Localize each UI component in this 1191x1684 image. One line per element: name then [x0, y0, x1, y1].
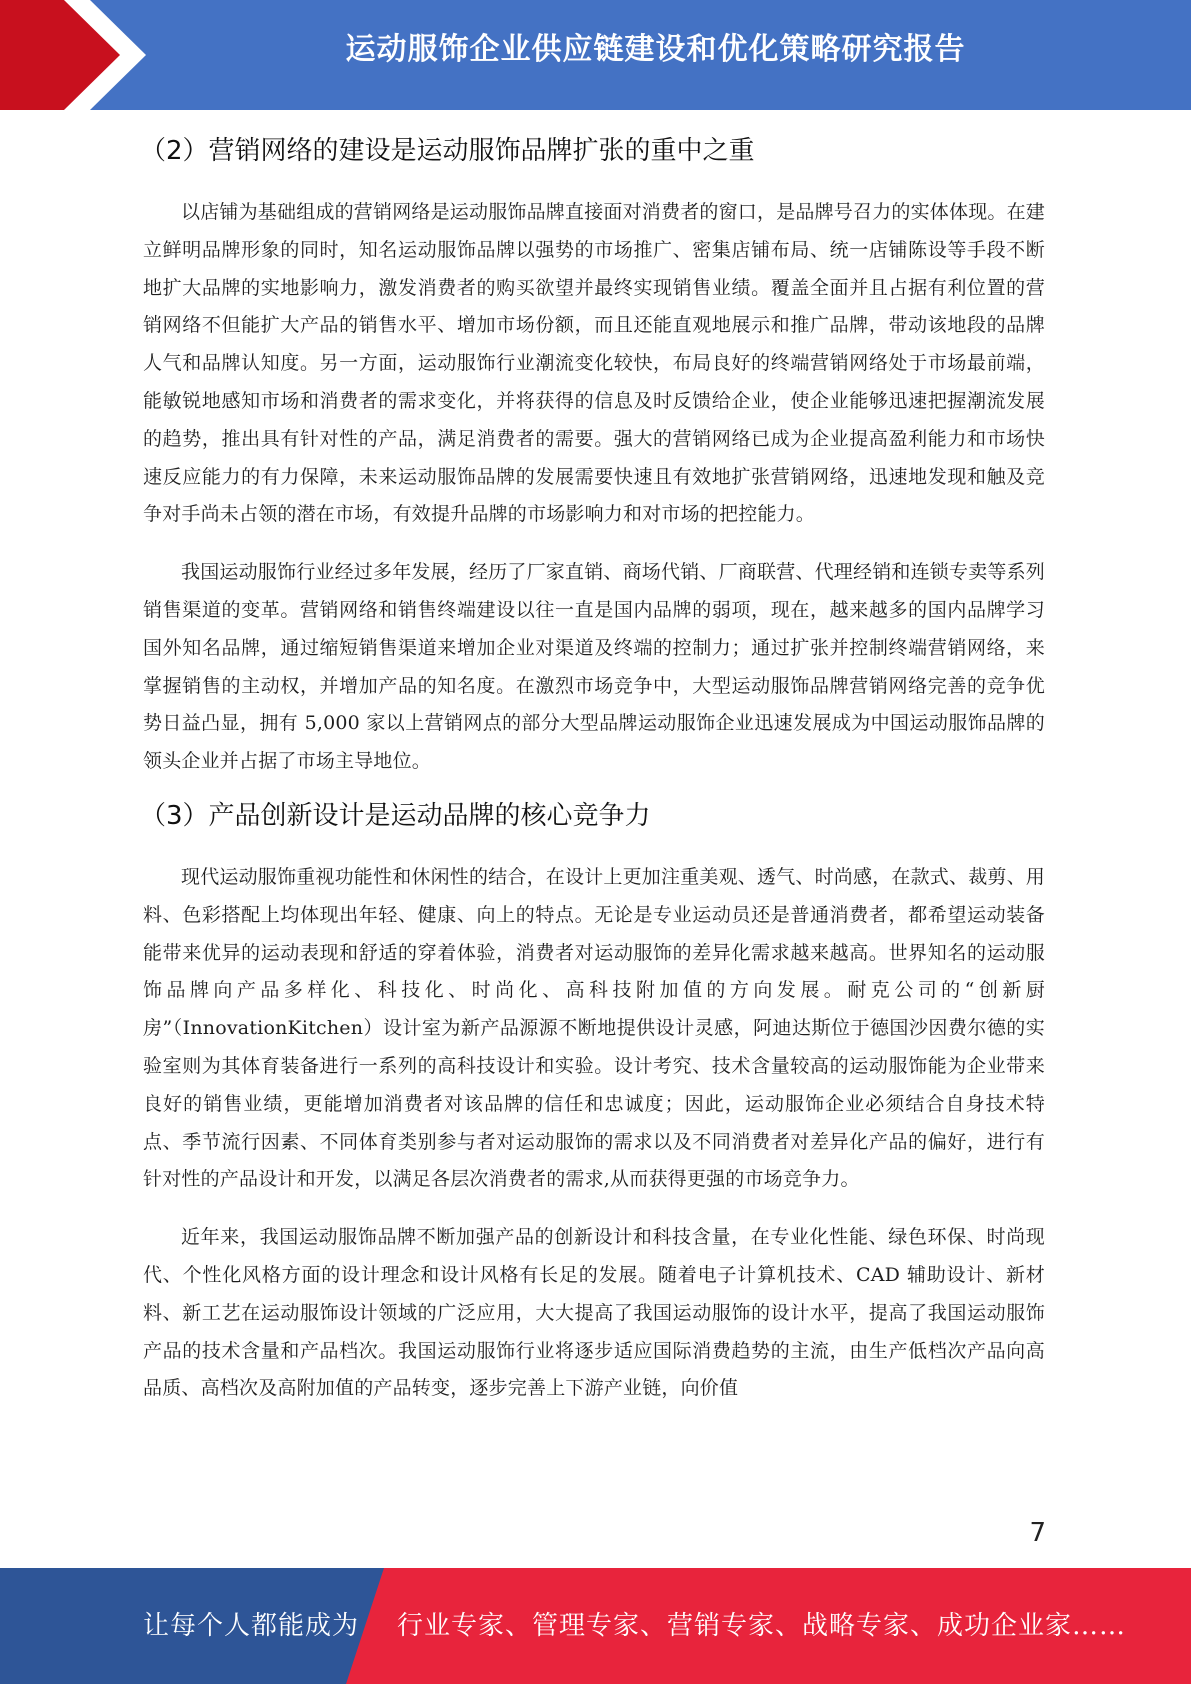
page-number: 7 [1029, 1518, 1046, 1548]
document-body [140, 128, 1046, 1408]
paragraph: 现代运动服饰重视功能性和休闲性的结合，在设计上更加注重美观、透气、时尚感，在款式、裁剪、用料、色彩搭配上均体现出年轻、健康、向上的特点。无论是专业运动员还是普通消费者，都希望运动装备能带来优异的运动表现和舒适的穿着体验，消费者对运动服饰的差异化需求越来越高。世界知名的运动服饰品牌向产品多样化、科技化、时尚化、高科技附加值的方向发展。耐克公司的“创新厨房”（InnovationKitchen）设计室为新产品源源不断地提供设计灵感，阿迪达斯位于德国沙因费尔德的实验室则为其体育装备进行一系列的高科技设计和实验。设计考究、技术含量较高的运动服饰能为企业带来良好的销售业绩，更能增加消费者对该品牌的信任和忠诚度；因此，运动服饰企业必须结合自身技术特点、季节流行因素、不同体育类别参与者对运动服饰的需求以及不同消费者对差异化产品的偏好，进行有针对性的产品设计和开发，以满足各层次消费者的需求,从而获得更强的市场竞争力。 [143, 865, 1046, 1191]
header-banner [0, 0, 1191, 110]
section-heading-product-innovation: （3）产品创新设计是运动品牌的核心竞争力 [140, 800, 651, 831]
paragraph: 近年来，我国运动服饰品牌不断加强产品的创新设计和科技含量，在专业化性能、绿色环保、时尚现代、个性化风格方面的设计理念和设计风格有长足的发展。随着电子计算机技术、CAD 辅助设计、新材料、新工艺在运动服饰设计领域的广泛应用，大大提高了我国运动服饰的设计水平，提高了我国运动服饰产品的技术含量和产品档次。我国运动服饰行业将逐步适应国际消费趋势的主流，由生产低档次产品向高品质、高档次及高附加值的产品转变，逐步完善上下游产业链，向价值 [143, 1226, 1045, 1400]
section-heading-marketing-network: （2）营销网络的建设是运动服饰品牌扩张的重中之重 [140, 136, 755, 166]
report-title: 运动服饰企业供应链建设和优化策略研究报告 [345, 32, 966, 67]
chevron-arrow-icon [0, 0, 160, 110]
footer-banner [0, 1568, 1191, 1684]
footer-slogan-roles: 行业专家、管理专家、营销专家、战略专家、成功企业家…… [397, 1611, 1127, 1641]
paragraph: 我国运动服饰行业经过多年发展，经历了厂家直销、商场代销、厂商联营、代理经销和连锁专卖等系列销售渠道的变革。营销网络和销售终端建设以往一直是国内品牌的弱项，现在，越来越多的国内品牌学习国外知名品牌，通过缩短销售渠道来增加企业对渠道及终端的控制力；通过扩张并控制终端营销网络，来掌握销售的主动权，并增加产品的知名度。在激烈市场竞争中，大型运动服饰品牌营销网络完善的竞争优势日益凸显，拥有 5,000 家以上营销网点的部分大型品牌运动服饰企业迅速发展成为中国运动服饰品牌的领头企业并占据了市场主导地位。 [143, 561, 1046, 773]
footer-slogan-lead: 让每个人都能成为 [143, 1611, 360, 1641]
paragraph: 以店铺为基础组成的营销网络是运动服饰品牌直接面对消费者的窗口，是品牌号召力的实体体现。在建立鲜明品牌形象的同时，知名运动服饰品牌以强势的市场推广、密集店铺布局、统一店铺陈设等手段不断地扩大品牌的实地影响力，激发消费者的购买欲望并最终实现销售业绩。覆盖全面并且占据有利位置的营销网络不但能扩大产品的销售水平、增加市场份额，而且还能直观地展示和推广品牌，带动该地段的品牌人气和品牌认知度。另一方面，运动服饰行业潮流变化较快，布局良好的终端营销网络处于市场最前端，能敏锐地感知市场和消费者的需求变化，并将获得的信息及时反馈给企业，使企业能够迅速把握潮流发展的趋势，推出具有针对性的产品，满足消费者的需要。强大的营销网络已成为企业提高盈利能力和市场快速反应能力的有力保障，未来运动服饰品牌的发展需要快速且有效地扩张营销网络，迅速地发现和触及竞争对手尚未占领的潜在市场，有效提升品牌的市场影响力和对市场的把控能力。 [143, 201, 1046, 526]
